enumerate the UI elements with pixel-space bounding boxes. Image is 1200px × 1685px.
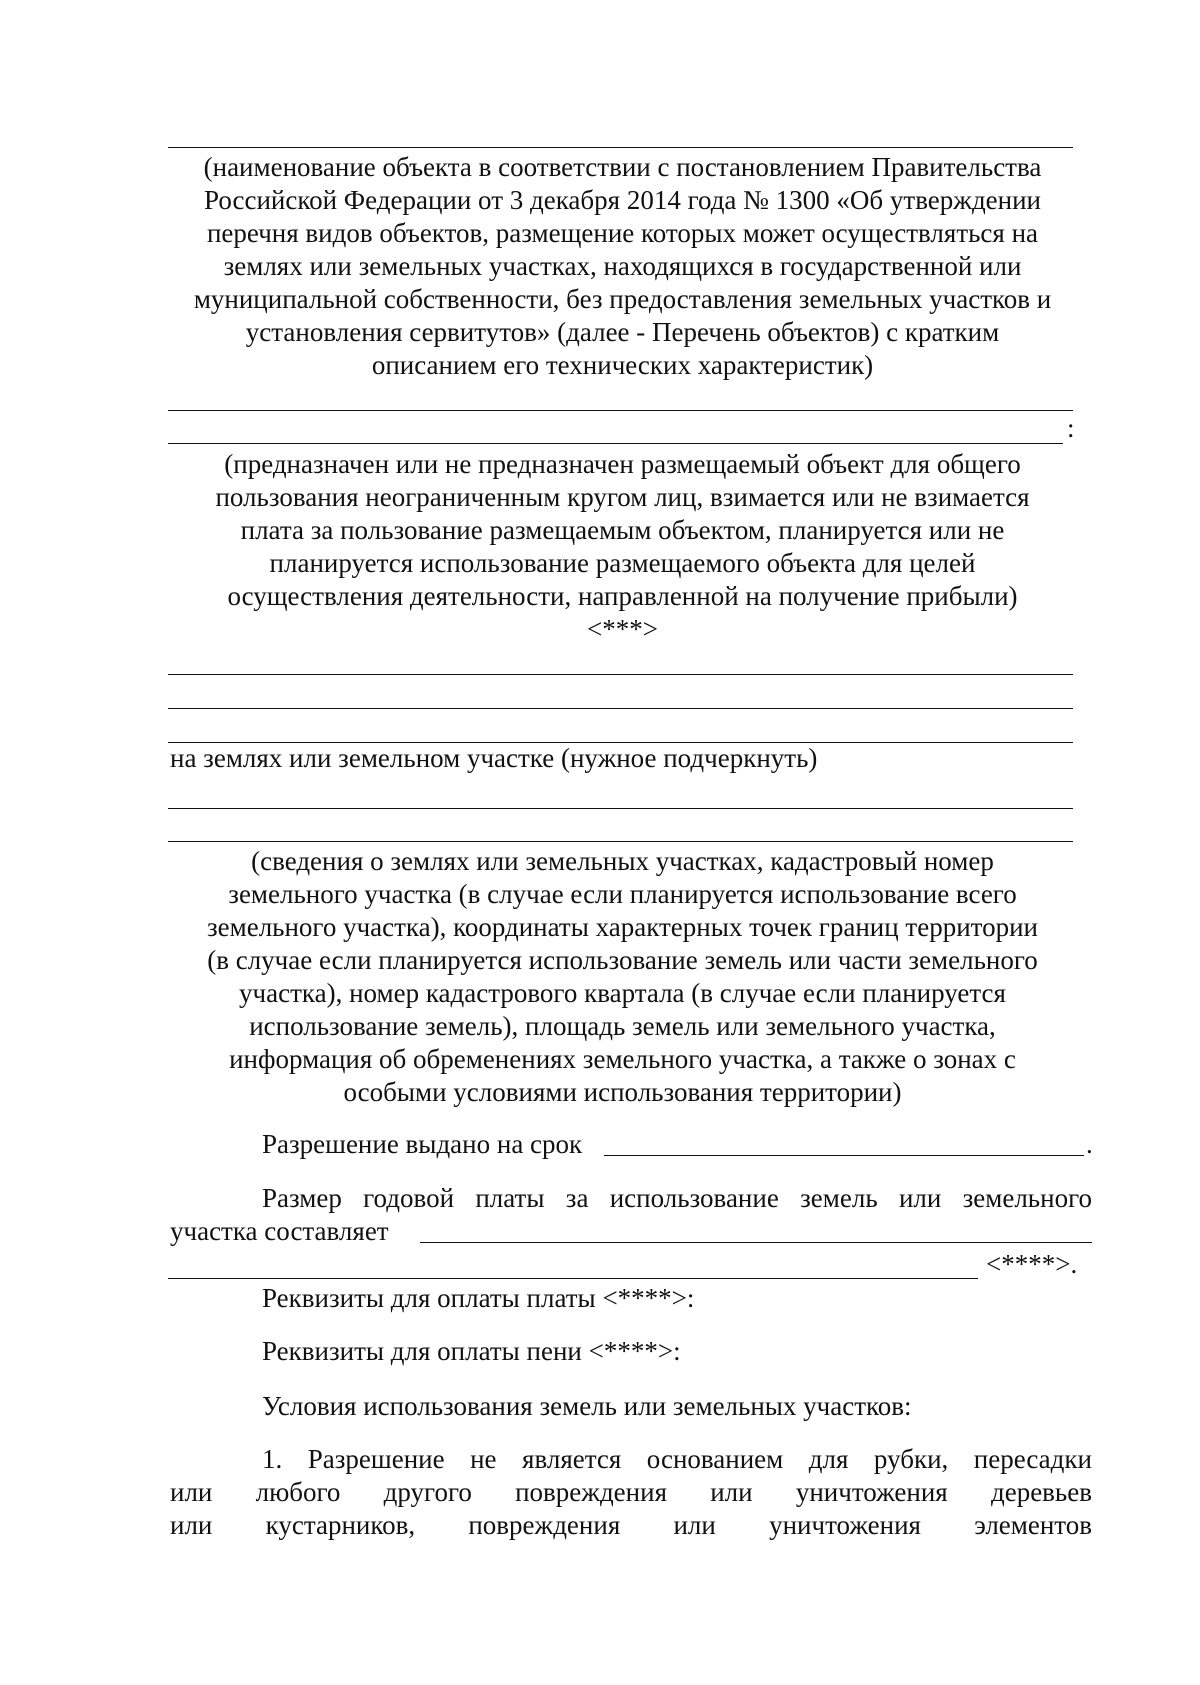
word: или [170, 1510, 213, 1540]
word: использование [609, 1183, 779, 1213]
word: Размер [262, 1183, 342, 1213]
caption-line: <***> [587, 614, 658, 644]
word: элементов [974, 1510, 1092, 1540]
term-label: Разрешение выдано на срок [262, 1129, 583, 1159]
word: уничтожения [769, 1510, 921, 1540]
word: любого [255, 1477, 341, 1507]
caption-line: (предназначен или не предназначен размещаемый объект для общего [224, 449, 1021, 479]
caption-purpose [170, 448, 1075, 646]
word: 1. [262, 1444, 283, 1474]
word: для [808, 1444, 849, 1474]
fee-line-2-label: участка составляет [170, 1216, 389, 1246]
word: пересадки [973, 1444, 1092, 1474]
caption-line: участка), номер кадастрового квартала (в случае если планируется [239, 978, 1006, 1008]
word: деревьев [990, 1477, 1092, 1507]
word: или [673, 1510, 716, 1540]
caption-line: (в случае если планируется использование земель или части земельного [207, 945, 1038, 975]
purpose-blank-line-2 [168, 443, 1063, 444]
word: земельного [962, 1183, 1092, 1213]
word: другого [383, 1477, 472, 1507]
caption-line: описанием его технических характеристик) [371, 350, 874, 380]
condition-1-line-1 [262, 1443, 1092, 1476]
word: годовой [363, 1183, 455, 1213]
word: земель [800, 1183, 878, 1213]
purpose-blank-line-1 [168, 410, 1073, 411]
caption-object-name [170, 151, 1075, 382]
lands-blank-line-1 [168, 808, 1073, 809]
lands-blank-line-2 [168, 841, 1073, 842]
word: Разрешение [307, 1444, 445, 1474]
word: за [565, 1183, 589, 1213]
caption-line: осуществления деятельности, направленной на получение прибыли) [227, 581, 1018, 611]
fee-blank-line-1 [420, 1242, 1092, 1243]
word: платы [475, 1183, 545, 1213]
caption-line: установления сервитутов» (далее - Перечень объектов) с кратким [245, 317, 1000, 347]
fee-line-1 [262, 1182, 1092, 1215]
caption-line: земельного участка), координаты характерных точек границ территории [206, 912, 1039, 942]
caption-line: земельного участка (в случае если планируется использование всего [228, 879, 1017, 909]
caption-line: (сведения о землях или земельных участках, кадастровый номер [251, 846, 994, 876]
requisites-fee: Реквизиты для оплаты платы <****>: [262, 1283, 695, 1313]
colon-mark: : [1067, 413, 1075, 443]
caption-line: Российской Федерации от 3 декабря 2014 года № 1300 «Об утверждении [203, 185, 1042, 215]
word: повреждения [468, 1510, 621, 1540]
blank-line-a [168, 674, 1073, 675]
caption-line: пользования неограниченным кругом лиц, взимается или не взимается [215, 482, 1030, 512]
object-name-blank-line [168, 147, 1073, 148]
caption-line: планируется использование размещаемого объекта для целей [269, 548, 976, 578]
caption-line: землях или земельных участках, находящихся в государственной или [223, 251, 1022, 281]
caption-line: плата за пользование размещаемым объектом, планируется или не [240, 515, 1005, 545]
term-blank-line [604, 1155, 1084, 1156]
word: повреждения [515, 1477, 667, 1507]
word: не [470, 1444, 497, 1474]
condition-1-line-2 [170, 1476, 1092, 1509]
term-end: . [1086, 1129, 1093, 1159]
requisites-penalty: Реквизиты для оплаты пени <****>: [262, 1336, 681, 1366]
caption-line: информация об обременениях земельного участка, а также о зонах с [229, 1044, 1016, 1074]
caption-line: (наименование объекта в соответствии с постановлением Правительства [203, 152, 1042, 182]
caption-line: муниципальной собственности, без предоставления земельных участков и [193, 284, 1052, 314]
caption-line: перечня видов объектов, размещение которых может осуществляться на [206, 218, 1039, 248]
fee-line-3-end: <****>. [986, 1249, 1078, 1279]
lands-line: на землях или земельном участке (нужное подчеркнуть) [170, 743, 818, 773]
fee-blank-line-2 [168, 1278, 978, 1279]
word: или [170, 1477, 213, 1507]
caption-line: особыми условиями использования территории) [343, 1077, 902, 1107]
caption-line: использование земель), площадь земель или земельного участка, [249, 1011, 996, 1041]
word: рубки, [873, 1444, 949, 1474]
word: уничтожения [795, 1477, 948, 1507]
word: является [522, 1444, 622, 1474]
caption-lands [170, 845, 1075, 1109]
conditions-heading: Условия использования земель или земельных участков: [262, 1391, 912, 1421]
word: основанием [646, 1444, 784, 1474]
word: кустарников, [265, 1510, 416, 1540]
word: или [898, 1183, 942, 1213]
condition-1-line-3 [170, 1509, 1092, 1542]
word: или [710, 1477, 753, 1507]
blank-line-b [168, 708, 1073, 709]
